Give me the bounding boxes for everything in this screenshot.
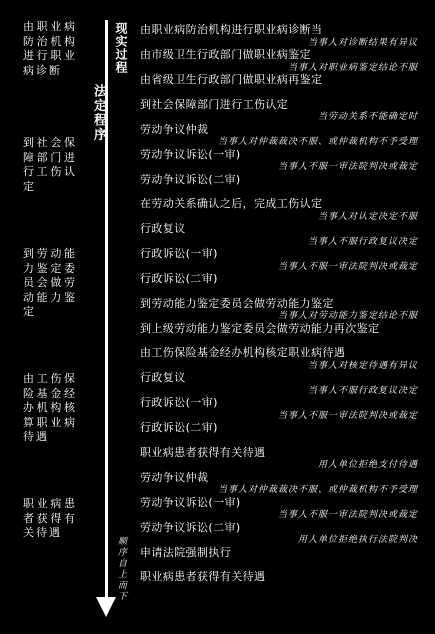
condition-note: 当事人对仲裁裁决不服、或仲裁机构不予受理 xyxy=(217,485,418,495)
procedure-step: 劳动争议仲裁 xyxy=(140,470,209,484)
procedure-step: 劳动争议仲裁 xyxy=(140,122,209,136)
stage-label: 由工伤保险基金经办机构核算职业病待遇 xyxy=(23,372,77,443)
procedure-step: 行政诉讼(一审) xyxy=(140,247,218,260)
procedure-list xyxy=(140,24,418,584)
procedure-step: 到上级劳动能力鉴定委员会做劳动能力再次鉴定 xyxy=(140,321,380,335)
procedure-step: 劳动争议诉讼(二审) xyxy=(140,520,241,534)
legal-procedure-label: 法定程序 xyxy=(91,84,106,142)
procedure-step: 劳动争议诉讼(一审) xyxy=(140,495,241,509)
procedure-step: 行政诉讼(一审) xyxy=(140,396,218,409)
procedure-group xyxy=(140,347,418,435)
condition-note: 当事人对仲裁裁决不服、或仲裁机构不予受理 xyxy=(217,137,418,147)
timeline-arrow-head-icon xyxy=(96,597,116,617)
procedure-group xyxy=(140,571,418,584)
condition-note: 当事人对劳动能力鉴定结论不服 xyxy=(277,311,418,321)
procedure-step: 劳动争议诉讼(二审) xyxy=(140,172,241,186)
actual-process-label: 现实过程 xyxy=(114,22,128,74)
procedure-step: 劳动争议诉讼(一审) xyxy=(140,147,241,161)
condition-note: 当事人不服一审法院判决或裁定 xyxy=(277,261,418,272)
procedure-step: 到社会保障部门进行工伤认定 xyxy=(140,97,289,111)
procedure-step: 行政诉讼(二审) xyxy=(140,272,218,285)
condition-note: 当事人不服一审法院判决或裁定 xyxy=(277,410,418,421)
condition-note: 当事人不服一审法院判决或裁定 xyxy=(277,162,418,172)
procedure-step: 申请法院强制执行 xyxy=(140,545,232,559)
procedure-group xyxy=(140,198,418,286)
condition-note: 当事人对认定决定不服 xyxy=(317,211,418,222)
procedure-group xyxy=(140,298,418,336)
condition-note: 当事人对核定待遇有异议 xyxy=(307,360,418,371)
procedure-step: 职业病患者获得有关待遇 xyxy=(140,570,266,583)
procedure-step: 职业病患者获得有关待遇 xyxy=(140,445,266,459)
condition-note: 当事人不服行政复议决定 xyxy=(307,385,418,396)
condition-note: 当事人对诊断结果有异议 xyxy=(307,37,418,48)
condition-note: 用人单位拒绝支付待遇 xyxy=(317,460,418,470)
procedure-step: 在劳动关系确认之后，完成工伤认定 xyxy=(140,197,323,210)
procedure-step: 由职业病防治机构进行职业病诊断当 xyxy=(140,23,323,36)
condition-note: 当事人不服一审法院判决或裁定 xyxy=(277,510,418,520)
condition-note: 当事人不服行政复议决定 xyxy=(307,236,418,247)
procedure-group xyxy=(140,24,418,87)
condition-note: 当事人对职业病鉴定结论不服 xyxy=(287,62,418,73)
stage-label: 职业病患者获得有关待遇 xyxy=(23,497,77,539)
procedure-step: 由省级卫生行政部门做职业病再鉴定 xyxy=(140,73,323,86)
procedure-step: 行政诉讼(二审) xyxy=(140,421,218,434)
stage-label: 到劳动能力鉴定委员会做劳动能力鉴定 xyxy=(23,247,77,318)
procedure-step: 行政复议 xyxy=(140,222,186,235)
stage-label: 到社会保障部门进行工伤认定 xyxy=(23,136,77,193)
procedure-group xyxy=(140,99,418,187)
stage-label: 由职业病防治机构进行职业病诊断 xyxy=(23,20,77,77)
condition-note: 用人单位拒绝执行法院判决 xyxy=(297,535,418,545)
order-note: 顺序自上而下 xyxy=(116,536,126,602)
procedure-group xyxy=(140,447,418,560)
procedure-step: 由市级卫生行政部门做职业病鉴定 xyxy=(140,48,311,61)
procedure-step: 由工伤保险基金经办机构核定职业病待遇 xyxy=(140,346,346,359)
procedure-step: 到劳动能力鉴定委员会做劳动能力鉴定 xyxy=(140,296,334,310)
condition-note: 当劳动关系不能确定时 xyxy=(317,112,418,122)
procedure-step: 行政复议 xyxy=(140,371,186,384)
